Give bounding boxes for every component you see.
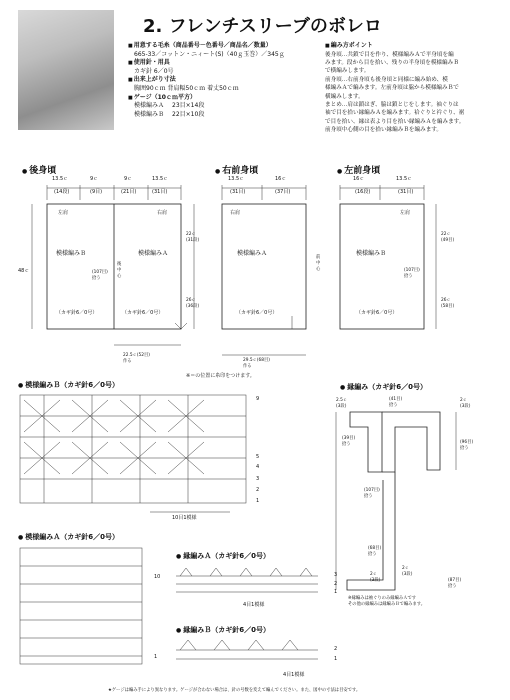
points-line: 前身頃…右前身頃も後身頃と同様に編み始め、模 bbox=[325, 76, 448, 83]
left-front-stitch: (16段) bbox=[355, 189, 371, 195]
points-line: 後身頃…共鎖で目を作り、模様編みＡで平身頃を編 bbox=[325, 51, 454, 58]
back-title: ● 後身頃 bbox=[22, 163, 56, 176]
right-front-center: 前中心 bbox=[316, 255, 321, 272]
chart-b-grid bbox=[20, 395, 246, 503]
edge-bottom-far: (87目) 拾う bbox=[448, 578, 462, 589]
back-stitch: (9目) bbox=[90, 189, 103, 195]
back-height: 48ｃ bbox=[18, 268, 30, 274]
back-hook: （カギ針6／0号） bbox=[122, 310, 164, 316]
back-hook: （カギ針6／0号） bbox=[56, 310, 98, 316]
chart-a-row: 10 bbox=[154, 574, 161, 580]
left-front-shoulder: 左肩 bbox=[400, 210, 411, 216]
chart-b-row: 5 bbox=[256, 454, 260, 460]
points-line: で目を拾い、縁は表より目を拾い縁編みＡを編みます。 bbox=[325, 118, 465, 125]
chart-a-rows bbox=[20, 566, 142, 656]
edge-b-row: 2 bbox=[334, 646, 338, 652]
back-stitch: (31目) bbox=[152, 189, 168, 195]
points-heading: ■ 編み方ポイント bbox=[325, 42, 503, 51]
back-stitch: (14段) bbox=[54, 189, 70, 195]
gauge-name: 模様編みＢ bbox=[134, 110, 165, 118]
mark-note: ※＝の位置に糸印をつけます。 bbox=[186, 373, 255, 379]
edge-bottom-left: 2ｃ (3段) bbox=[370, 572, 381, 583]
right-front-pattern: 模様編みＡ bbox=[237, 250, 268, 257]
back-pick: (107目) 拾う bbox=[92, 270, 108, 281]
right-front-stitch: (31目) bbox=[230, 189, 246, 195]
chart-a-row: 1 bbox=[154, 654, 158, 660]
right-front-stitch: (37目) bbox=[275, 189, 291, 195]
page-title: 2. フレンチスリーブのボレロ bbox=[143, 16, 382, 37]
back-width: 13.5ｃ bbox=[52, 176, 69, 182]
chart-b-row: 3 bbox=[256, 476, 260, 482]
points-line: 様編みＡで編みます。左前身頃は脇から模様編みＢで bbox=[325, 85, 459, 92]
edge-notes: ※縁編みは袖ぐりのみ縁編みＡです その他の縁編みは縁編みＢで編みます。 bbox=[348, 596, 425, 607]
edge-low-pick: (68目) 拾う bbox=[368, 546, 382, 557]
back-pattern-b: 模様編みＢ bbox=[56, 250, 87, 257]
left-front-width: 16ｃ bbox=[353, 176, 365, 182]
points-line: まとめ…肩は鎖はぎ、脇は鎖とじをします。袖ぐりは bbox=[325, 102, 459, 109]
edge-b-repeat: 4目1模様 bbox=[283, 672, 305, 678]
edge-b-title: ● 縁編みＢ（カギ針6／0号） bbox=[176, 625, 270, 635]
chart-b-row: 1 bbox=[256, 498, 260, 504]
edge-a-row: 2 bbox=[334, 581, 338, 587]
edge-title: ● 縁編み（カギ針6／0号） bbox=[340, 382, 427, 392]
edge-bottom-right: 2ｃ (3段) bbox=[402, 566, 413, 577]
left-front-pattern: 模様編みＢ bbox=[356, 250, 387, 257]
points-line: 横編みします。 bbox=[325, 93, 364, 100]
back-h1: 22ｃ (31段) bbox=[186, 232, 200, 243]
left-front-stitch: (31目) bbox=[398, 189, 414, 195]
right-front-width: 16ｃ bbox=[275, 176, 287, 182]
yarn-line: 665-33／コットン・ニィート(S)（40ｇ玉巻）／345ｇ bbox=[134, 50, 285, 58]
edge-a-title: ● 縁編みＡ（カギ針6／0号） bbox=[176, 551, 270, 561]
points-line: で横編みします。 bbox=[325, 68, 370, 75]
edge-a-row: 1 bbox=[334, 589, 338, 595]
left-front-hook: （カギ針6／0号） bbox=[356, 310, 398, 316]
gauge-value: 22目×10段 bbox=[172, 110, 205, 118]
chart-b-row: 9 bbox=[256, 396, 260, 402]
back-width: 9ｃ bbox=[124, 176, 133, 182]
right-front-width: 13.5ｃ bbox=[228, 176, 245, 182]
chart-b-row: 2 bbox=[256, 487, 260, 493]
tools-line: カギ針 6／0号 bbox=[134, 67, 174, 75]
chart-b-row: 4 bbox=[256, 464, 260, 470]
chart-b-rows bbox=[20, 395, 246, 503]
footer-note: ★ゲージは編み手により異なります。ゲージが合わない場合は、針の号数を変えて編んでください。また、図中の寸法は目安です。 bbox=[108, 688, 361, 693]
back-left-shoulder: 左肩 bbox=[58, 210, 69, 216]
edge-shape-right bbox=[382, 412, 440, 472]
left-front-pick: (107目) 拾う bbox=[404, 268, 420, 279]
back-bottom: 22.5ｃ(52目) 作る bbox=[123, 353, 150, 364]
edge-b-chart bbox=[176, 640, 318, 659]
edge-right-w: 2ｃ (3段) bbox=[460, 398, 471, 409]
edge-right-pick: (96目) 拾う bbox=[460, 440, 474, 451]
left-front-h1: 22ｃ (49目) bbox=[441, 232, 455, 243]
back-pattern-a: 模様編みＡ bbox=[138, 250, 169, 257]
back-h2: 26ｃ (36段) bbox=[186, 298, 200, 309]
tools-heading: ■ 使用針・用具 bbox=[128, 59, 328, 68]
points-line: みます。段から目を拾い、残りの半身頃を模様編みＢ bbox=[325, 60, 459, 66]
finished-line: 胸囲90ｃｍ 背肩幅50ｃｍ 着丈50ｃｍ bbox=[134, 84, 239, 92]
left-front-h2: 26ｃ (58目) bbox=[441, 298, 455, 309]
edge-left-pick: (39目) 拾う bbox=[342, 436, 356, 447]
right-front-shoulder: 右肩 bbox=[230, 210, 241, 216]
back-right-shoulder: 右肩 bbox=[157, 210, 168, 216]
back-width: 13.5ｃ bbox=[152, 176, 169, 182]
edge-top: (41目) 拾う bbox=[389, 397, 403, 408]
points-line: 前身頃中心側の目を拾い縁編みＢを編みます。 bbox=[325, 127, 443, 134]
back-center: 後中心 bbox=[117, 262, 122, 279]
left-front-width: 13.5ｃ bbox=[396, 176, 413, 182]
yarn-heading: ■ 用意する毛糸（商品番号－色番号／商品名／数量） bbox=[128, 42, 328, 51]
edge-b-row: 1 bbox=[334, 656, 338, 662]
edge-a-row: 3 bbox=[334, 572, 338, 578]
chart-a-title: ● 模様編みＡ（カギ針6／0号） bbox=[18, 532, 119, 542]
left-front-title: ● 左前身頃 bbox=[337, 163, 380, 176]
back-stitch: (21目) bbox=[121, 189, 137, 195]
edge-mid-pick: (107目) 拾う bbox=[364, 488, 380, 499]
chart-b-repeat: 10目1模様 bbox=[172, 515, 197, 521]
edge-left-w: 2.5ｃ (3段) bbox=[336, 398, 348, 409]
chart-b-title: ● 模様編みＢ（カギ針6／0号） bbox=[18, 380, 119, 390]
back-width: 9ｃ bbox=[90, 176, 99, 182]
right-front-bottom: 29.5ｃ(68目) 作る bbox=[243, 358, 270, 369]
points-line: 袖で目を拾い縁編みＡを編みます。袷ぐりと衿ぐり、裾 bbox=[325, 110, 465, 117]
edge-a-chart bbox=[176, 568, 318, 592]
gauge-value: 23目×14段 bbox=[172, 102, 205, 110]
right-front-title: ● 右前身頃 bbox=[215, 163, 258, 176]
finished-heading: ■ 出来上がり寸法 bbox=[128, 76, 328, 85]
chart-a-grid bbox=[20, 548, 142, 664]
gauge-heading: ■ ゲージ（10ｃｍ平方） bbox=[128, 94, 328, 103]
edge-a-repeat: 4目1模様 bbox=[243, 602, 265, 608]
gauge-name: 模様編みＡ bbox=[134, 102, 165, 110]
right-front-hook: （カギ針6／0号） bbox=[236, 310, 278, 316]
